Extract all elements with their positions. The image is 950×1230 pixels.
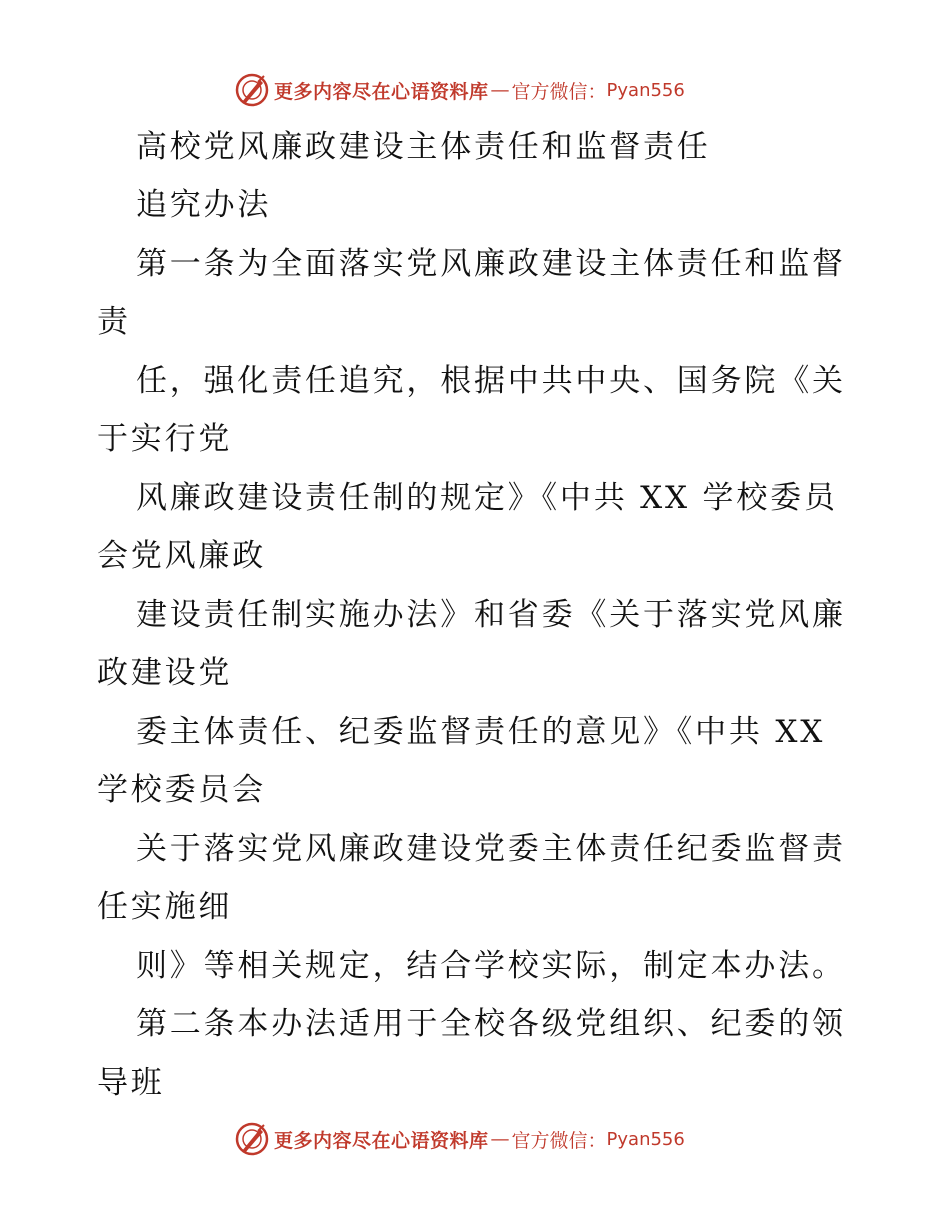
doc-line: 学校委员会: [97, 772, 266, 808]
doc-line: 任，强化责任追究，根据中共中央、国务院《关: [136, 363, 846, 399]
doc-line: 委主体责任、纪委监督责任的意见》《中共 XX: [136, 714, 826, 750]
watermark-dash: —: [490, 79, 510, 101]
doc-line: 建设责任制实施办法》和省委《关于落实党风廉: [136, 597, 846, 633]
watermark-label: 官方微信：: [511, 1129, 607, 1152]
footer-watermark: [234, 1121, 685, 1157]
doc-line: 责: [97, 304, 131, 340]
watermark-id: Pyan556: [606, 79, 685, 101]
doc-line: 风廉政建设责任制的规定》《中共 XX 学校委员: [136, 480, 838, 516]
watermark-dash: —: [490, 1128, 510, 1150]
doc-line: 会党风廉政: [97, 538, 266, 574]
doc-title-line-1: 高校党风廉政建设主体责任和监督责任: [136, 129, 711, 165]
watermark-brand: 更多内容尽在心语资料库: [274, 80, 489, 103]
doc-line: 关于落实党风廉政建设党委主体责任纪委监督责: [136, 831, 846, 867]
doc-line: 任实施细: [97, 889, 233, 925]
watermark-id: Pyan556: [606, 1128, 685, 1150]
quill-logo-icon: [234, 72, 270, 108]
quill-logo-icon: [234, 1121, 270, 1157]
header-watermark: [234, 72, 685, 108]
doc-title-line-2: 追究办法: [136, 187, 272, 223]
doc-line: 第二条本办法适用于全校各级党组织、纪委的领: [136, 1006, 846, 1042]
doc-line: 政建设党: [97, 655, 233, 691]
doc-line: 导班: [97, 1065, 165, 1101]
doc-line: 于实行党: [97, 421, 233, 457]
doc-line: 则》等相关规定，结合学校实际，制定本办法。: [136, 948, 846, 984]
watermark-brand: 更多内容尽在心语资料库: [274, 1129, 489, 1152]
watermark-label: 官方微信：: [511, 80, 607, 103]
doc-line: 第一条为全面落实党风廉政建设主体责任和监督: [136, 246, 846, 282]
